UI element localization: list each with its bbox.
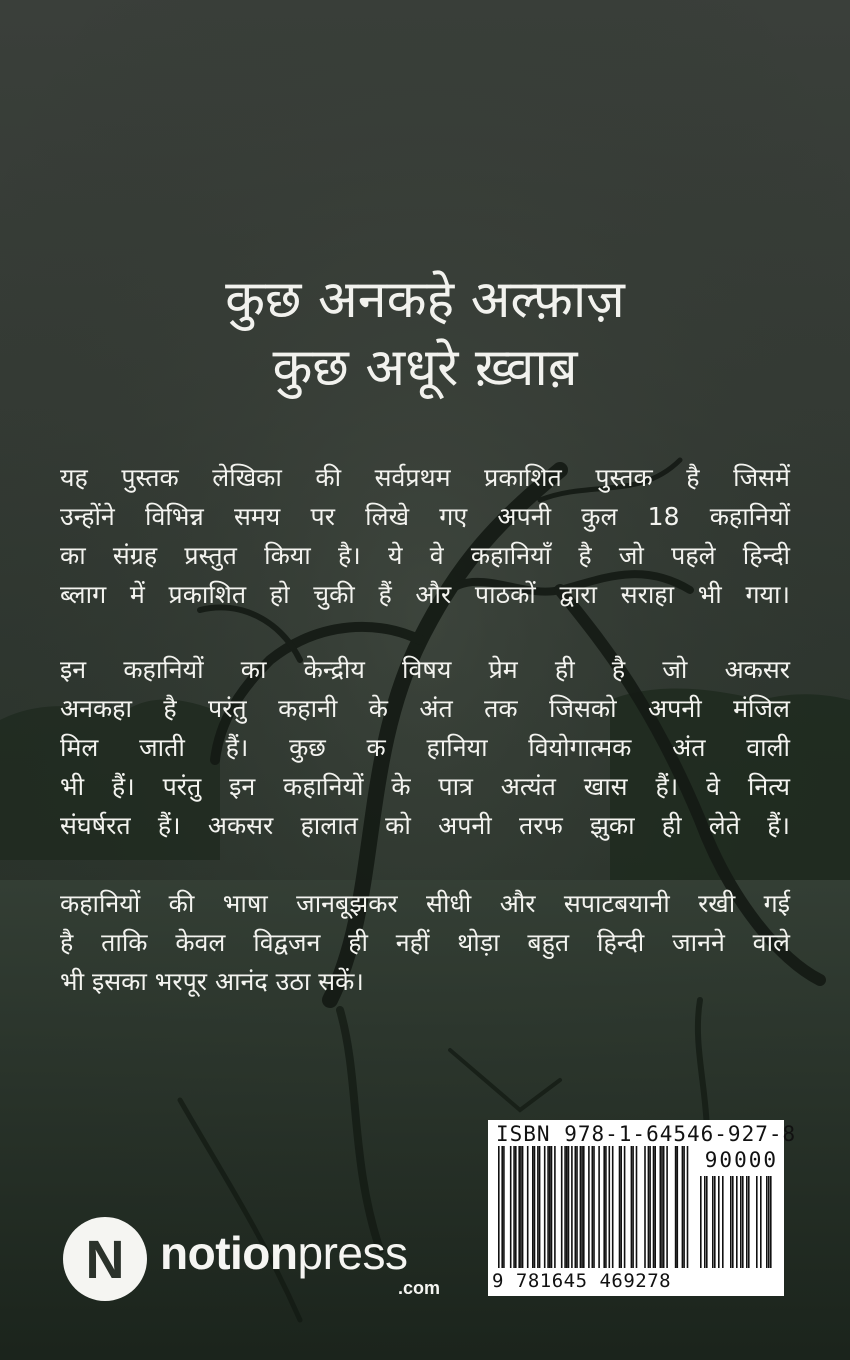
addon-bar bbox=[748, 1176, 750, 1268]
text-line: संघर्षरत हैं। अकसर हालात को अपनी तरफ झुका ही लेते हैं। bbox=[60, 811, 790, 840]
barcode-bar bbox=[649, 1146, 651, 1268]
description-paragraph-1 bbox=[60, 458, 790, 614]
text-line: अनकहा है परंतु कहानी के अंत तक जिसको अपनी मंजिल bbox=[60, 694, 790, 723]
barcode-bar bbox=[687, 1146, 689, 1268]
barcode-bar bbox=[653, 1146, 655, 1268]
barcode-bar bbox=[537, 1146, 539, 1268]
barcode-bar bbox=[551, 1146, 553, 1268]
addon-bar bbox=[700, 1176, 702, 1268]
barcode-bar bbox=[663, 1146, 665, 1268]
barcode-bar bbox=[520, 1146, 522, 1268]
addon-bar bbox=[712, 1176, 714, 1268]
barcode-bar bbox=[518, 1146, 520, 1268]
barcode-bar bbox=[564, 1146, 566, 1268]
addon-bar bbox=[740, 1176, 742, 1268]
addon-bar bbox=[742, 1176, 744, 1268]
barcode-bar bbox=[609, 1146, 611, 1268]
publisher-logo bbox=[62, 1212, 462, 1312]
barcode-bar bbox=[571, 1146, 573, 1268]
barcode-bar bbox=[522, 1146, 524, 1268]
publisher-name-bold: notion bbox=[160, 1227, 298, 1279]
publisher-name-light: press bbox=[297, 1227, 408, 1279]
barcode-bar bbox=[547, 1146, 549, 1268]
addon-bar bbox=[732, 1176, 734, 1268]
barcode-bar bbox=[583, 1146, 585, 1268]
barcode-bar bbox=[501, 1146, 503, 1268]
barcode-bar bbox=[527, 1146, 529, 1268]
barcode-bar bbox=[513, 1146, 515, 1268]
barcode-bar bbox=[598, 1146, 600, 1268]
addon-bar bbox=[768, 1176, 770, 1268]
addon-bar bbox=[746, 1176, 748, 1268]
description-paragraph-2 bbox=[60, 650, 790, 845]
ean-digits: 9 781645 469278 bbox=[492, 1270, 672, 1292]
barcode-bar bbox=[498, 1146, 500, 1268]
barcode-bar bbox=[544, 1146, 546, 1268]
text-line: इन कहानियों का केन्द्रीय विषय प्रेम ही है जो अकसर bbox=[60, 655, 790, 684]
description-paragraph-3 bbox=[60, 884, 790, 1001]
text-line: का संग्रह प्रस्तुत किया है। ये वे कहानियाँ है जो पहले हिन्दी bbox=[60, 541, 790, 570]
barcode-bar bbox=[539, 1146, 541, 1268]
publisher-domain: .com bbox=[398, 1278, 441, 1298]
addon-bar bbox=[736, 1176, 738, 1268]
addon-bar bbox=[730, 1176, 732, 1268]
barcode-bar bbox=[624, 1146, 626, 1268]
barcode-bar bbox=[588, 1146, 590, 1268]
barcode-bar bbox=[603, 1146, 605, 1268]
addon-bar bbox=[704, 1176, 706, 1268]
addon-bar bbox=[760, 1176, 762, 1268]
price-code: 90000 bbox=[704, 1148, 778, 1172]
publisher-name bbox=[160, 1226, 407, 1280]
addon-bar bbox=[706, 1176, 708, 1268]
barcode-bar bbox=[575, 1146, 577, 1268]
barcode-bar bbox=[661, 1146, 663, 1268]
barcode-bar bbox=[554, 1146, 556, 1268]
text-line: भी हैं। परंतु इन कहानियों के पात्र अत्यंत खास हैं। वे नित्य bbox=[60, 772, 790, 801]
barcode-bar bbox=[605, 1146, 607, 1268]
barcode-bar bbox=[636, 1146, 638, 1268]
addon-bar bbox=[714, 1176, 716, 1268]
barcode-bar bbox=[666, 1146, 668, 1268]
barcode-bar bbox=[581, 1146, 583, 1268]
text-line: यह पुस्तक लेखिका की सर्वप्रथम प्रकाशित पुस्तक है जिसमें bbox=[60, 463, 790, 492]
text-line: मिल जाती हैं। कुछ क हानिया वियोगात्मक अंत वाली bbox=[60, 733, 790, 762]
text-line: ब्लाग में प्रकाशित हो चुकी हैं और पाठकों द्वारा सराहा भी गया। bbox=[60, 580, 790, 609]
barcode-bar bbox=[632, 1146, 634, 1268]
text-line: है ताकि केवल विद्वजन ही नहीं थोड़ा बहुत हिन्दी जानने वाले bbox=[60, 928, 790, 957]
barcode-bar bbox=[580, 1146, 582, 1268]
barcode-bar bbox=[648, 1146, 650, 1268]
barcode-bar bbox=[683, 1146, 685, 1268]
barcode-bar bbox=[566, 1146, 568, 1268]
barcode-bar bbox=[549, 1146, 551, 1268]
barcode-bar bbox=[612, 1146, 614, 1268]
barcode-bar bbox=[620, 1146, 622, 1268]
logo-letter: N bbox=[85, 1230, 125, 1290]
addon-bar bbox=[722, 1176, 724, 1268]
barcode-bar bbox=[644, 1146, 646, 1268]
barcode-bar bbox=[619, 1146, 621, 1268]
barcode-bar bbox=[677, 1146, 679, 1268]
text-line: उन्होंने विभिन्न समय पर लिखे गए अपनी कुल 18 कहानियों bbox=[60, 502, 790, 531]
barcode-bar bbox=[568, 1146, 570, 1268]
barcode-bar bbox=[593, 1146, 595, 1268]
barcode-bar bbox=[592, 1146, 594, 1268]
barcode-bar bbox=[631, 1146, 633, 1268]
barcode-bar bbox=[532, 1146, 534, 1268]
barcode-bar bbox=[534, 1146, 536, 1268]
barcode-bar bbox=[503, 1146, 505, 1268]
isbn-label: ISBN 978-1-64546-927-8 bbox=[496, 1122, 797, 1146]
barcode-bar bbox=[515, 1146, 517, 1268]
notionpress-n-icon bbox=[62, 1216, 148, 1302]
text-line: कहानियों की भाषा जानबूझकर सीधी और सपाटबयानी रखी गई bbox=[60, 889, 790, 918]
isbn-barcode bbox=[488, 1120, 797, 1296]
barcode-bar bbox=[675, 1146, 677, 1268]
barcode-bar bbox=[576, 1146, 578, 1268]
addon-bar bbox=[718, 1176, 720, 1268]
barcode-bar bbox=[660, 1146, 662, 1268]
addon-bar bbox=[770, 1176, 772, 1268]
text-line: भी इसका भरपूर आनंद उठा सकें। bbox=[60, 967, 364, 996]
book-title-line-2: कुछ अधूरे ख़्वाब़ bbox=[272, 338, 578, 398]
barcode-bar bbox=[510, 1146, 512, 1268]
addon-bar bbox=[756, 1176, 758, 1268]
barcode-bar bbox=[654, 1146, 656, 1268]
barcode-bar bbox=[561, 1146, 563, 1268]
addon-bar bbox=[766, 1176, 768, 1268]
barcode-bar bbox=[682, 1146, 684, 1268]
book-title-line-1: कुछ अनकहे अल्फ़ाज़ bbox=[225, 270, 625, 330]
